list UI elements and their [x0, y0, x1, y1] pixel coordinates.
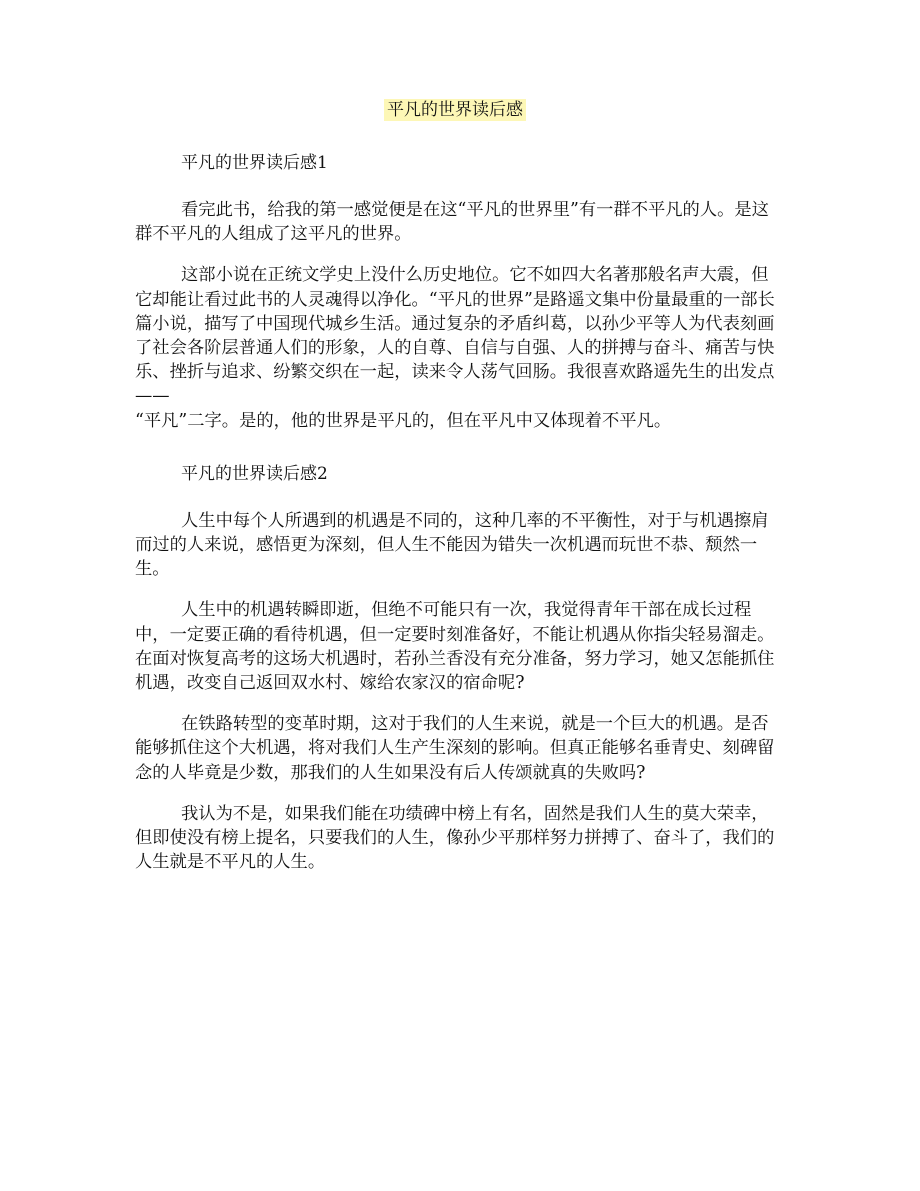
- paragraph: 人生中每个人所遇到的机遇是不同的，这种几率的不平衡性，对于与机遇擦肩而过的人来说，感悟更为深刻，但人生不能因为错失一次机遇而玩世不恭、颓然一生。: [135, 510, 769, 580]
- paragraph: 这部小说在正统文学史上没什么历史地位。它不如四大名著那般名声大震，但它却能让看过此书的人灵魂得以净化。“平凡的世界”是路遥文集中份量最重的一部长篇小说，描写了中国现代城乡生活。通过复杂的矛盾纠葛，以孙少平等人为代表刻画了社会各阶层普通人们的形象，人的自尊、自信与自强、人的拼搏与奋斗、痛苦与快乐、挫折与追求、纷繁交织在一起，读来令人荡气回肠。我很喜欢路遥先生的出发点—— “平凡”二字。是的，他的世界是平凡的，但在平凡中又体现着不平凡。: [135, 265, 775, 431]
- section-2: [135, 462, 775, 875]
- paragraph: 我认为不是，如果我们能在功绩碑中榜上有名，固然是我们人生的莫大荣幸，但即使没有榜上提名，只要我们的人生，像孙少平那样努力拼搏了、奋斗了，我们的人生就是不平凡的人生。: [135, 803, 775, 873]
- paragraph: 在铁路转型的变革时期，这对于我们的人生来说，就是一个巨大的机遇。是否能够抓住这个大机遇，将对我们人生产生深刻的影响。但真正能够名垂青史、刻碑留念的人毕竟是少数，那我们的人生如果没有后人传颂就真的失败吗?: [135, 714, 775, 783]
- paragraph: 人生中的机遇转瞬即逝，但绝不可能只有一次，我觉得青年干部在成长过程中，一定要正确的看待机遇，但一定要时刻准备好，不能让机遇从你指尖轻易溜走。在面对恢复高考的这场大机遇时，若孙兰香没有充分准备，努力学习，她又怎能抓住机遇，改变自己返回双水村、嫁给农家汉的宿命呢?: [135, 600, 775, 694]
- document-title: [135, 98, 775, 122]
- section-heading: 平凡的世界读后感2: [181, 463, 328, 484]
- document-page: [135, 98, 775, 891]
- section-1: [135, 151, 775, 433]
- section-heading: 平凡的世界读后感1: [181, 153, 328, 173]
- document-title-text: 平凡的世界读后感: [384, 99, 526, 121]
- paragraph: 看完此书，给我的第一感觉便是在这“平凡的世界里”有一群不平凡的人。是这群不平凡的人组成了这平凡的世界。: [135, 200, 769, 245]
